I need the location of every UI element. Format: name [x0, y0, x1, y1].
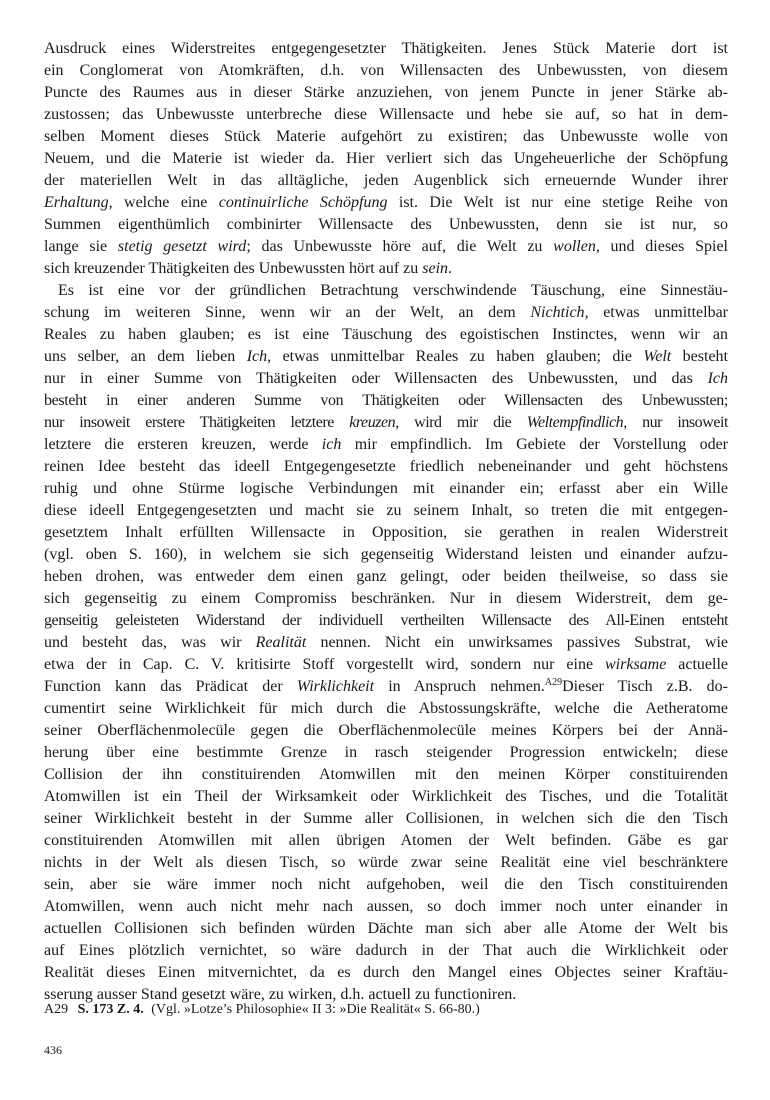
text-run: Dieser Tisch z.B. do-	[562, 678, 729, 695]
body-text	[44, 38, 728, 1006]
emphasis: stetig gesetzt wird	[117, 238, 247, 255]
text-line	[44, 324, 728, 346]
text-run: Reales zu haben glauben; es ist eine Täuschung des egoistischen Instinctes, wenn wir an	[44, 326, 728, 343]
emphasis: Erhaltung	[44, 194, 109, 211]
emphasis: ich	[321, 436, 342, 453]
text-run: cumentirt seine Wirklichkeit für mich durch die Abstossungskräfte, welche die Aetheratome	[44, 700, 728, 717]
emphasis: continuirliche Schöpfung	[218, 194, 388, 211]
text-run: (vgl. oben S. 160), in welchem sie sich gegenseitig Widerstand leisten und einander aufzu-	[44, 546, 728, 563]
text-run: und besteht das, was wir	[44, 634, 256, 651]
footnote-marker: A29	[544, 677, 563, 688]
text-line	[44, 962, 728, 984]
text-run: Es ist eine vor der gründlichen Betrachtung verschwindende Täuschung, eine Sinnestäu-	[58, 282, 728, 299]
text-run: ruhig und ohne Stürme logische Verbindungen mit einander ein; erfasst aber ein Wille	[44, 480, 728, 497]
text-run: auf Eines plötzlich vernichtet, so wäre dadurch in der That auch die Wirklichkeit oder	[44, 942, 728, 959]
text-run: Puncte des Raumes aus in dieser Stärke anzuziehen, von jenem Puncte in jener Stärke ab-	[44, 84, 728, 101]
text-run: , und dieses Spiel	[595, 238, 729, 255]
text-run: , etwas unmittelbar Reales zu haben glauben; die	[267, 348, 644, 365]
text-line	[44, 104, 728, 126]
text-run: nichts in der Welt als diesen Tisch, so würde zwar seine Realität eine viel beschränktere	[44, 854, 728, 871]
text-line	[44, 500, 728, 522]
text-run: selben Moment dieses Stück Materie aufgehört zu existiren; das Unbewusste wolle von	[44, 128, 728, 145]
text-line	[44, 280, 728, 302]
text-run: nur insoweit erstere Thätigkeiten letztere	[44, 414, 350, 431]
emphasis: wollen	[553, 238, 596, 255]
emphasis: Wirklichkeit	[296, 678, 375, 695]
text-run: , welche eine	[108, 194, 219, 211]
text-run: , etwas unmittelbar	[584, 304, 729, 321]
text-line	[44, 192, 728, 214]
text-line	[44, 478, 728, 500]
text-run: besteht	[671, 348, 729, 365]
text-line	[44, 632, 728, 654]
text-line	[44, 874, 728, 896]
text-line	[44, 588, 728, 610]
emphasis: Welt	[643, 348, 672, 365]
text-line	[44, 236, 728, 258]
text-line	[44, 346, 728, 368]
text-run: der materiellen Welt in das alltägliche, jeden Augenblick sich erneuernde Wunder ihrer	[44, 172, 728, 189]
text-line	[44, 302, 728, 324]
text-run: ist. Die Welt ist nur eine stetige Reihe von	[387, 194, 729, 211]
text-run: , wird mir die	[395, 414, 527, 431]
text-line	[44, 764, 728, 786]
text-line	[44, 544, 728, 566]
text-line	[44, 368, 728, 390]
text-run: lange sie	[44, 238, 118, 255]
text-run: Ausdruck eines Widerstreites entgegengesetzter Thätigkeiten. Jenes Stück Materie dort ist	[44, 40, 728, 57]
text-run: genseitig geleisteten Widerstand der individuell vertheilten Willensacte des All-Einen entsteht	[44, 612, 728, 629]
text-run: uns selber, an dem lieben	[44, 348, 247, 365]
text-line	[44, 654, 728, 676]
text-run: sich gegenseitig zu einem Compromiss beschränken. Nur in diesem Widerstreit, dem ge-	[44, 590, 728, 607]
text-run: actuelle	[666, 656, 729, 673]
text-line	[44, 82, 728, 104]
text-line	[44, 852, 728, 874]
footnote-label: A29	[44, 1002, 69, 1017]
text-line	[44, 720, 728, 742]
footnote-reference: S. 173 Z. 4.	[77, 1002, 144, 1017]
text-run: Function kann das Prädicat der	[44, 678, 297, 695]
text-run: letztere die ersteren kreuzen, werde	[44, 436, 322, 453]
text-run: Collision der ihn constituirenden Atomwillen mit den meinen Körper constituirenden	[44, 766, 728, 783]
text-run: sein, aber sie wäre immer noch nicht aufgehoben, weil die den Tisch constituirenden	[44, 876, 728, 893]
text-line	[44, 434, 728, 456]
text-run: sich kreuzender Thätigkeiten des Unbewussten hört auf zu	[44, 260, 423, 277]
text-line	[44, 918, 728, 940]
text-run: herung über eine bestimmte Grenze in rasch steigender Progression entwickeln; diese	[44, 744, 728, 761]
text-line	[44, 60, 728, 82]
text-line	[44, 940, 728, 962]
text-run: gesetztem Inhalt erfüllten Willensacte in Opposition, sie gerathen in realen Widerstreit	[44, 524, 728, 541]
text-line	[44, 170, 728, 192]
text-line	[44, 522, 728, 544]
text-line	[44, 38, 728, 60]
text-line	[44, 126, 728, 148]
text-run: schung im weiteren Sinne, wenn wir an der Welt, an dem	[44, 304, 531, 321]
page-number: 436	[44, 1043, 62, 1057]
text-run: sserung ausser Stand gesetzt wäre, zu wirken, d.h. actuell zu functioniren.	[44, 986, 517, 1003]
text-line	[44, 258, 728, 280]
text-run: nennen. Nicht ein unwirksames passives Substrat, wie	[306, 634, 728, 651]
text-line	[44, 830, 728, 852]
text-run: zustossen; das Unbewusste unterbreche diese Willensacte und hebe sie auf, so hat in dem-	[44, 106, 728, 123]
text-run: diese ideell Entgegengesetzten und macht sie zu seinem Inhalt, so treten die mit entgegen-	[44, 502, 728, 519]
footnote-text: (Vgl. »Lotze’s Philosophie« II 3: »Die Realität« S. 66-80.)	[151, 1002, 480, 1017]
text-line	[44, 148, 728, 170]
text-run: seiner Oberflächenmolecüle gegen die Oberflächenmolecüle meines Körpers bei der Annä-	[44, 722, 728, 739]
text-line	[44, 698, 728, 720]
emphasis: Ich	[246, 348, 268, 365]
text-run: etwa der in Cap. C. V. kritisirte Stoff vorgestellt wird, sondern nur eine	[44, 656, 605, 673]
text-run: ; das Unbewusste höre auf, die Welt zu	[246, 238, 554, 255]
emphasis: Ich	[707, 370, 728, 387]
text-run: heben drohen, was entweder dem einen ganz gelingt, oder beiden theilweise, so dass sie	[44, 568, 728, 585]
text-line	[44, 742, 728, 764]
text-line	[44, 896, 728, 918]
text-line	[44, 610, 728, 632]
text-run: Realität dieses Einen mitvernichtet, da es durch den Mangel eines Objectes seiner Kraftäu-	[44, 964, 728, 981]
text-line	[44, 786, 728, 808]
footnote	[44, 1000, 728, 1020]
text-line	[44, 566, 728, 588]
text-run: reinen Idee besteht das ideell Entgegengesetzte friedlich nebeneinander und geht höchstens	[44, 458, 728, 475]
text-run: Atomwillen, wenn auch nicht mehr nach aussen, so doch immer noch unter einander in	[44, 898, 728, 915]
text-line	[44, 808, 728, 830]
text-run: Atomwillen ist ein Theil der Wirksamkeit oder Wirklichkeit des Tisches, und die Totalität	[44, 788, 728, 805]
text-run: , nur insoweit	[623, 414, 728, 431]
text-run: in Anspruch nehmen.	[374, 678, 545, 695]
emphasis: Weltempfindlich	[526, 414, 624, 431]
text-line	[44, 676, 728, 698]
emphasis: Nichtich	[530, 304, 585, 321]
text-run: nur in einer Summe von Thätigkeiten oder Willensacten des Unbewussten, und das	[44, 370, 708, 387]
text-run: Summen eigenthümlich combinirter Willensacte des Unbewussten, denn sie ist nur, so	[44, 216, 728, 233]
text-run: mir empfindlich. Im Gebiete der Vorstellung oder	[341, 436, 729, 453]
text-run: seiner Wirklichkeit besteht in der Summe aller Collisionen, in welchen sich die den Tisch	[44, 810, 728, 827]
text-line	[44, 456, 728, 478]
text-run: constituirenden Atomwillen mit allen übrigen Atomen der Welt befinden. Gäbe es gar	[44, 832, 728, 849]
text-line	[44, 412, 728, 434]
emphasis: kreuzen	[349, 414, 396, 431]
emphasis: wirksame	[605, 656, 667, 673]
text-run: actuellen Collisionen sich befinden würden Dächte man sich aber alle Atome der Welt bis	[44, 920, 728, 937]
text-line	[44, 390, 728, 412]
emphasis: sein	[422, 260, 449, 277]
text-run: .	[448, 260, 453, 277]
text-run: besteht in einer anderen Summe von Thätigkeiten oder Willensacten des Unbewussten;	[44, 392, 728, 409]
text-line	[44, 214, 728, 236]
text-run: ein Conglomerat von Atomkräften, d.h. von Willensacten des Unbewussten, von diesem	[44, 62, 728, 79]
text-run: Neuem, und die Materie ist wieder da. Hier verliert sich das Ungeheuerliche der Schöpfung	[44, 150, 728, 167]
emphasis: Realität	[255, 634, 307, 651]
